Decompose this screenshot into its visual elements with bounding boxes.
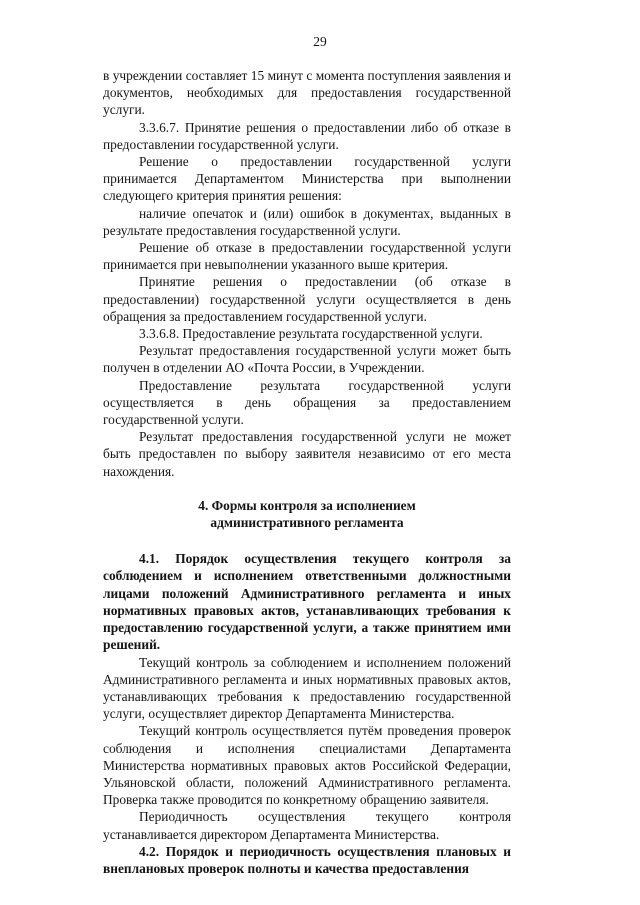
page-number: 29 <box>313 34 327 49</box>
section-heading-line: 4. Формы контроля за исполнением <box>198 497 416 513</box>
paragraph: Решение о предоставлении государственной услуги принимается Департаментом Министерства при выполнении следующего критерия принятия решения: <box>103 154 511 204</box>
paragraph: в учреждении составляет 15 минут с момента поступления заявления и документов, необходимых для предоставления государственной услуги. <box>103 68 511 118</box>
section-heading-line: административного регламента <box>210 515 404 531</box>
paragraph: Текущий контроль осуществляется путём проведения проверок соблюдения и исполнения специалистами Департамента Министерства нормативных правовых актов Российской Федерации, Ульяновской области, положений Административного регламента. Проверка также проводится по конкретному обращению заявителя. <box>103 723 511 808</box>
paragraph: Текущий контроль за соблюдением и исполнением положений Административного регламента и иных нормативных правовых актов, устанавливающих требования к предоставлению государственной услуги, осуществляет директор Департамента Министерства. <box>103 654 511 722</box>
paragraph-3-3-6-8: 3.3.6.8. Предоставление результата государственной услуги. <box>139 326 483 342</box>
paragraph: Результат предоставления государственной услуги не может быть предоставлен по выбору заявителя независимо от его места нахождения. <box>103 429 511 479</box>
paragraph: Решение об отказе в предоставлении государственной услуги принимается при невыполнении указанного выше критерия. <box>103 240 511 273</box>
paragraph: Предоставление результата государственной услуги осуществляется в день обращения за предоставлением государственной услуги. <box>103 377 511 428</box>
paragraph-3-3-6-7: 3.3.6.7. Принятие решения о предоставлении либо об отказе в предоставлении государственной услуги. <box>103 119 511 152</box>
page-body <box>103 67 511 877</box>
section-heading <box>103 497 511 531</box>
paragraph: наличие опечаток и (или) ошибок в документах, выданных в результате предоставления государственной услуги. <box>103 205 511 238</box>
subsection-4-1-heading: 4.1. Порядок осуществления текущего контроля за соблюдением и исполнением ответственными должностными лицами положений Административного регламента и иных нормативных правовых актов, устанавливающих требования к предоставлению государственной услуги, а также принятием ими решений. <box>103 551 511 653</box>
subsection-4-2-heading: 4.2. Порядок и периодичность осуществления плановых и внеплановых проверок полноты и качества предоставления <box>103 843 511 876</box>
paragraph: Принятие решения о предоставлении (об отказе в предоставлении) государственной услуги осуществляется в день обращения за предоставлением государственной услуги. <box>103 274 511 324</box>
paragraph: Периодичность осуществления текущего контроля устанавливается директором Департамента Министерства. <box>103 809 511 842</box>
paragraph: Результат предоставления государственной услуги может быть получен в отделении АО «Почта России, в Учреждении. <box>103 343 511 376</box>
